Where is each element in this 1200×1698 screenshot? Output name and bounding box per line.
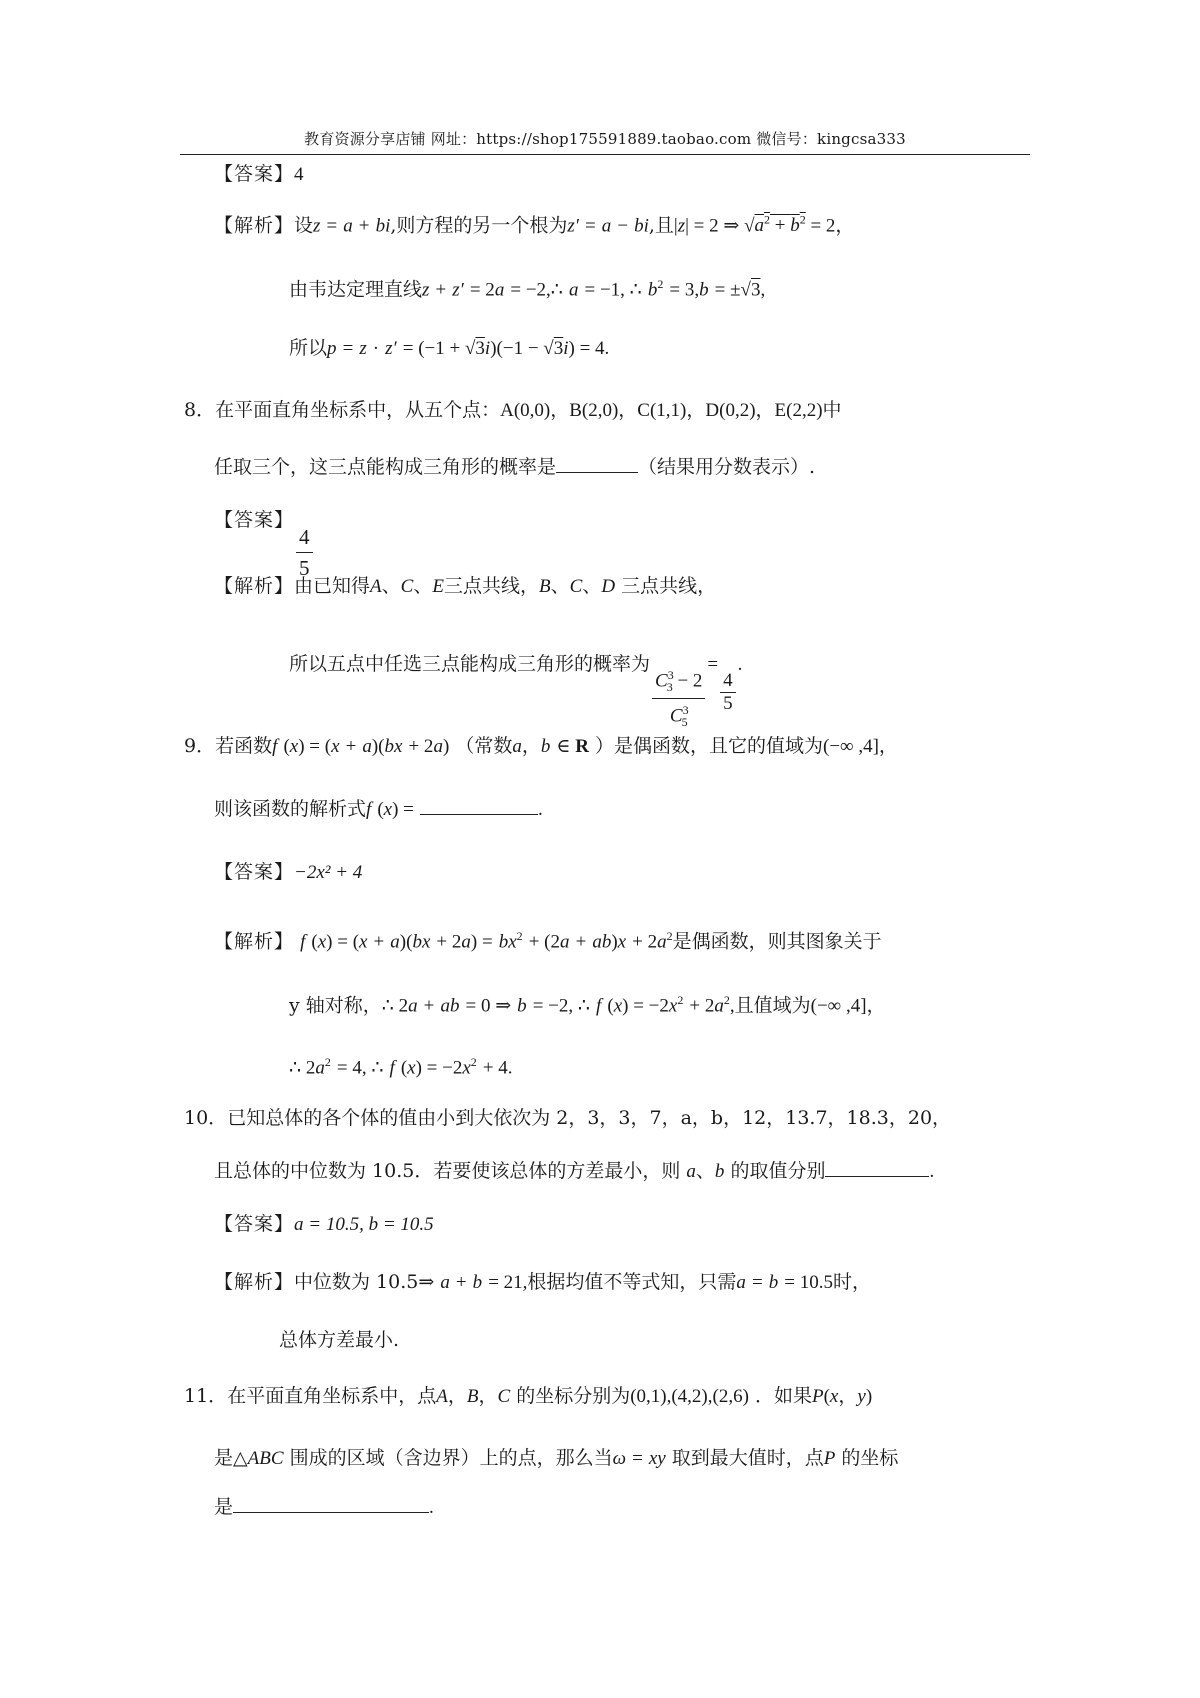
q8-stem-line2: 任取三个，这三点能构成三角形的概率是 （结果用分数表示）. xyxy=(214,456,816,478)
analysis-label: 【解析】 xyxy=(214,575,295,597)
q9-number: 9． xyxy=(184,735,216,757)
q10-stem-line1: 10．已知总体的各个体的值由小到大依次为 2，3，3，7，a，b，12，13.7，18.3，20， xyxy=(184,1107,952,1129)
q9-answer-blank xyxy=(420,796,538,815)
q9-stem-line1: 9．若函数f (x) = (x + a)(bx + 2a) （常数a，b ∈ R ）是偶函数，且它的值域为(−∞ ,4]， xyxy=(184,735,898,757)
header-divider xyxy=(180,154,1030,155)
q8-answer-blank xyxy=(556,454,638,473)
q9-stem-line2: 则该函数的解析式f (x) = . xyxy=(214,798,543,820)
q8-stem-line1: 8．在平面直角坐标系中，从五个点：A(0,0)，B(2,0)，C(1,1)，D(0,2)，E(2,2)中 xyxy=(184,399,842,421)
q10-analysis-line1: 【解析】中位数为 10.5⇒ a + b = 21,根据均值不等式知，只需a = b = 10.5时， xyxy=(214,1271,872,1293)
q11-stem-line1: 11．在平面直角坐标系中，点A，B，C 的坐标分别为(0,1),(4,2),(2,6) ．如果P(x，y) xyxy=(184,1385,873,1407)
q7-analysis-line3: 所以p = z · z′ = (−1 + √3i)(−1 − √3i) = 4. xyxy=(289,337,610,359)
q7-analysis-line1: 【解析】设z = a + bi,则方程的另一个根为z′ = a − bi,且|z| = 2 ⇒ $√a^2 + b^2 = 2$， xyxy=(214,213,855,237)
q9-analysis-line2: y 轴对称，∴ 2a + ab = 0 ⇒ b = −2, ∴ f $(x) = -2x^2 + 2a^2$,且值域为(−∞ ,4]， xyxy=(289,993,886,1017)
q10-answer-blank xyxy=(825,1158,929,1177)
q11-stem-line2: 是△ABC 围成的区域（含边界）上的点，那么当ω = xy 取到最大值时，点P 的坐标 xyxy=(214,1447,899,1469)
q7-answer-value: 4 xyxy=(294,164,304,185)
q8-answer xyxy=(214,508,315,583)
q9-answer-value: −2x² + 4 xyxy=(294,862,363,883)
q11-answer-blank xyxy=(233,1494,429,1513)
q10-analysis-line2: 总体方差最小. xyxy=(279,1329,400,1351)
q8-analysis-line2: 所以五点中任选三点能构成三角形的概率为 $\frac{C^3_3 - 2}{C^3_5}$ = $\frac{4}{5}$ . xyxy=(289,652,742,733)
q9-analysis-line3: ∴ $2a^2 = 4$, ∴ f $(x) = -2x^2 + 4$. xyxy=(289,1055,513,1079)
q8-number: 8． xyxy=(184,399,216,421)
q10-stem-line2: 且总体的中位数为 10.5．若要使该总体的方差最小，则 a、b 的取值分别 . xyxy=(214,1160,935,1182)
answer-label: 【答案】 xyxy=(214,861,295,883)
answer-label: 【答案】 xyxy=(214,509,295,531)
q8-analysis-line1: 【解析】由已知得A、C、E三点共线，B、C、D 三点共线， xyxy=(214,575,717,597)
q8-combination-fraction: $\frac{C^3_3 - 2}{C^3_5}$ xyxy=(652,664,705,733)
q9-analysis-line1: 【解析】 f $(x) = (x + a)(bx + 2a) = bx^2 + (2a + ab)x + 2a^2$是偶函数，则其图象关于 xyxy=(214,929,882,953)
analysis-label: 【解析】 xyxy=(214,1271,295,1293)
q10-answer xyxy=(214,1212,434,1237)
q7-answer xyxy=(214,162,304,187)
q10-number: 10． xyxy=(184,1107,228,1129)
q11-stem-line3: 是 . xyxy=(214,1496,434,1518)
q10-answer-value: a = 10.5, b = 10.5 xyxy=(294,1214,434,1235)
answer-label: 【答案】 xyxy=(214,1213,295,1235)
q11-number: 11． xyxy=(184,1385,228,1407)
answer-label: 【答案】 xyxy=(214,163,295,185)
q9-answer xyxy=(214,860,362,885)
analysis-label: 【解析】 xyxy=(214,214,295,237)
q8-points: A(0,0)，B(2,0)，C(1,1)，D(0,2)，E(2,2) xyxy=(500,400,823,421)
page-header: 教育资源分享店铺 网址：https://shop175591889.taobao.com 微信号：kingcsa333 xyxy=(304,130,906,148)
q8-answer-fraction: $\frac{4}{5}$ xyxy=(296,522,313,583)
q7-analysis-line2: 由韦达定理直线z + z′ = 2a = −2,∴ a = −1, ∴ $b^2 = 3,b = \pm√3$, xyxy=(289,277,766,301)
analysis-label: 【解析】 xyxy=(214,930,295,953)
